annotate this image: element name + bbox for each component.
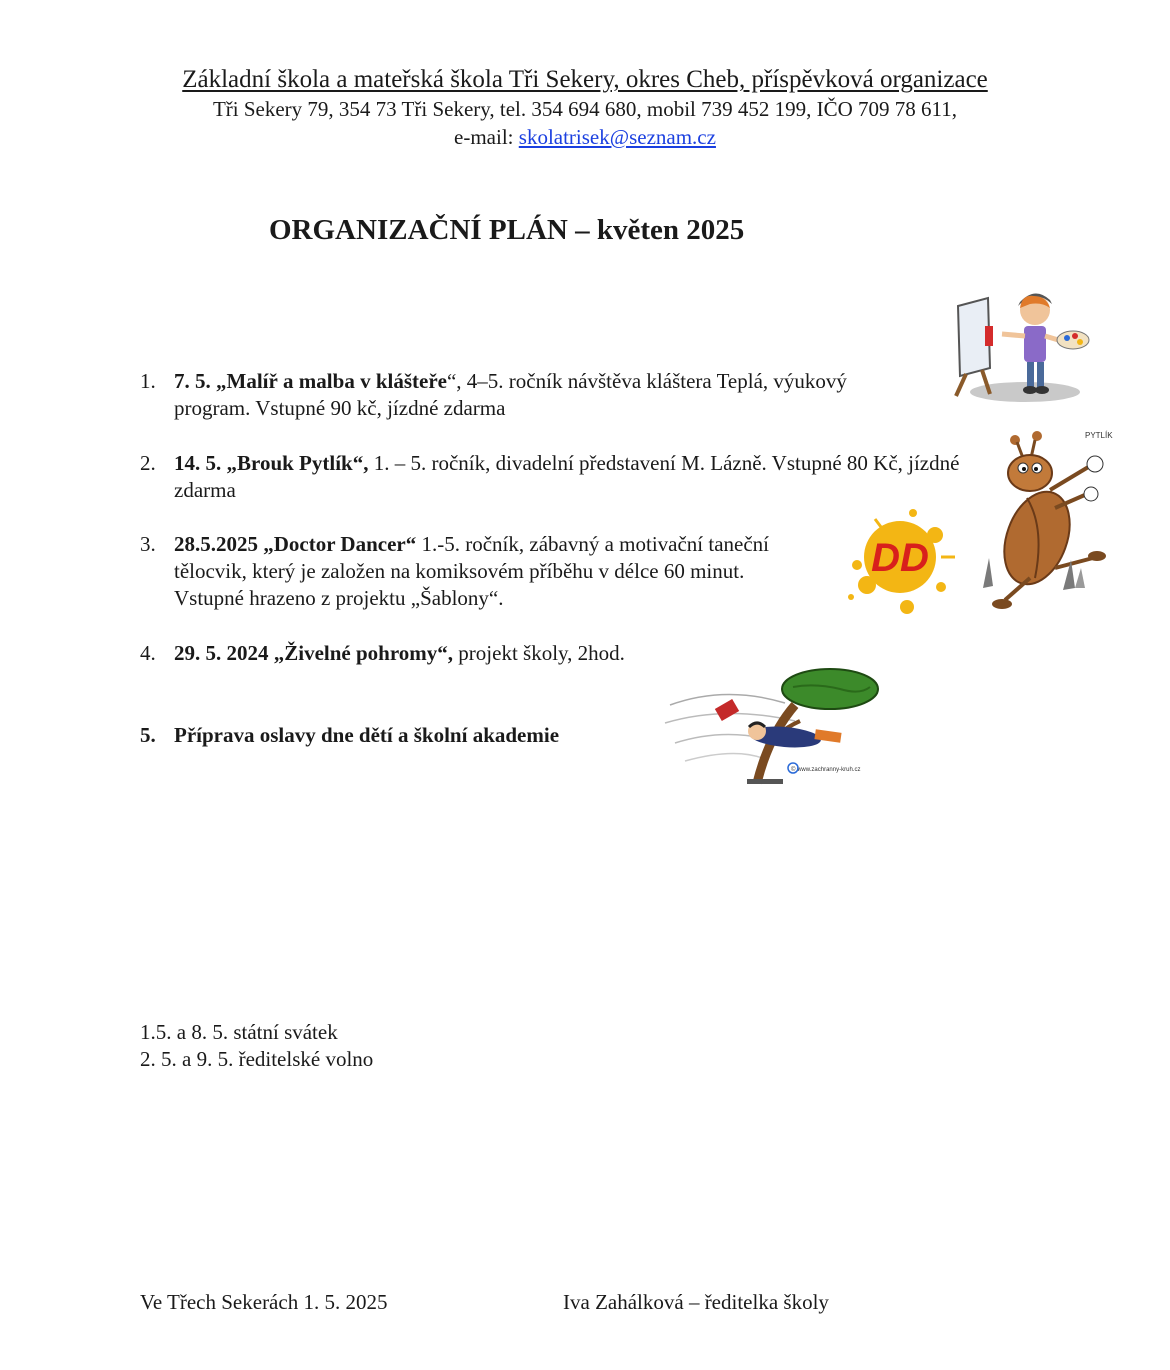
item-heading: 7. 5. „Malíř a malba v klášteře (174, 369, 447, 393)
item-number: 4. (140, 641, 156, 665)
storm-caption: © www.zachranny-kruh.cz (791, 767, 861, 773)
list-item (140, 531, 840, 612)
footer-signature: Iva Zahálková – ředitelka školy (563, 1290, 829, 1314)
painter-illustration (930, 288, 1095, 408)
doctor-dancer-logo (845, 505, 960, 625)
item-number: 2. (140, 451, 156, 475)
item-heading: 28.5.2025 „Doctor Dancer“ (174, 532, 417, 556)
item-number: 1. (140, 369, 156, 393)
item-text: 1.-5. ročník, zábavný a motivační taneční tělocvik, který je založen na komiksovém příběhu v délce 60 minut. Vstupné hrazeno z projektu „Šablony“. (174, 532, 770, 610)
item-number: 3. (140, 532, 156, 556)
school-email-line (0, 125, 1170, 150)
beetle-illustration (975, 428, 1120, 623)
email-label: e-mail: (454, 125, 514, 149)
footer-place-date: Ve Třech Sekerách 1. 5. 2025 (140, 1290, 388, 1314)
list-item (140, 368, 900, 422)
list-item (140, 640, 840, 667)
note-holiday: 1.5. a 8. 5. státní svátek (140, 1020, 338, 1044)
school-address: Tři Sekery 79, 354 73 Tři Sekery, tel. 354 694 680, mobil 739 452 199, IČO 709 78 611, (212, 97, 958, 121)
storm-illustration (665, 665, 895, 790)
document-title: ORGANIZAČNÍ PLÁN – květen 2025 (269, 214, 745, 246)
beetle-caption: PYTLÍK (1085, 431, 1113, 440)
note-day-off: 2. 5. a 9. 5. ředitelské volno (140, 1047, 374, 1071)
list-item (140, 450, 970, 504)
item-number: 5. (140, 723, 156, 747)
item-heading: 29. 5. 2024 „Živelné pohromy“, (174, 641, 454, 665)
dd-logo-text: DD (871, 536, 929, 580)
item-heading: Příprava oslavy dne dětí a školní akademie (174, 723, 560, 747)
item-text: projekt školy, 2hod. (453, 641, 625, 665)
school-name: Základní škola a mateřská škola Tři Sekery, okres Cheb, příspěvková organizace (182, 66, 988, 93)
item-text: 1. – 5. ročník, divadelní představení M. Lázně. Vstupné 80 Kč, jízdné zdarma (174, 451, 960, 502)
item-heading: 14. 5. „Brouk Pytlík“, (174, 451, 369, 475)
item-text: “, 4–5. ročník návštěva kláštera Teplá, výukový program. Vstupné 90 kč, jízdné zdarma (174, 369, 847, 420)
email-link[interactable]: skolatrisek@seznam.cz (518, 125, 716, 149)
